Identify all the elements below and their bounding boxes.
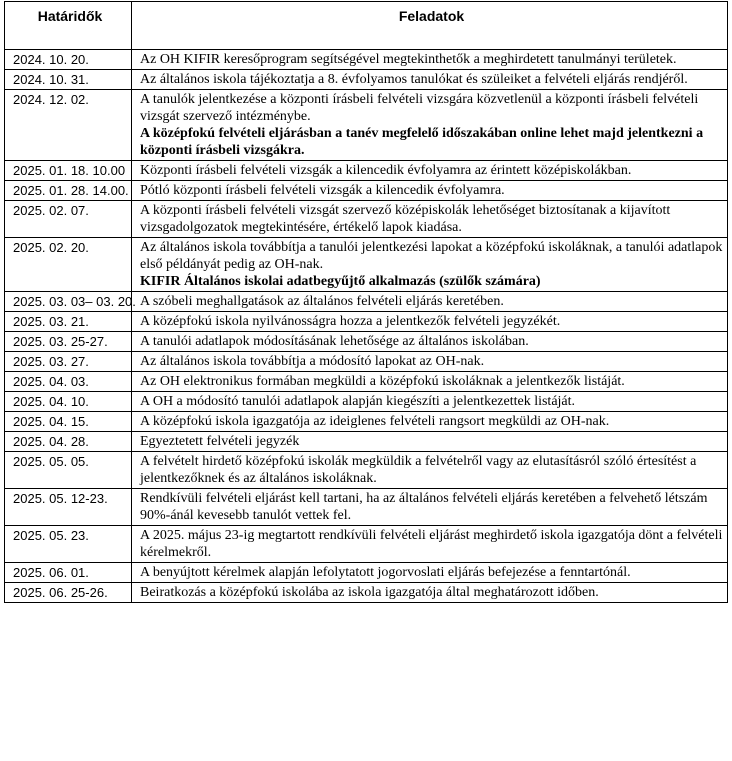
table-row [5,70,728,90]
table-header-row [5,2,728,50]
table-row [5,161,728,181]
task-text: A OH a módosító tanulói adatlapok alapján kiegészíti a jelentkezettek listáját. [140,394,576,409]
deadline-cell: 2025. 04. 28. [5,432,132,452]
task-text: A szóbeli meghallgatások az általános felvételi eljárás keretében. [140,294,504,309]
header-tasks: Feladatok [132,2,728,50]
task-cell [132,583,728,603]
table-row [5,412,728,432]
deadline-cell: 2025. 03. 25-27. [5,332,132,352]
table-row [5,90,728,161]
deadline-cell: 2025. 06. 01. [5,563,132,583]
task-cell [132,312,728,332]
task-text: A benyújtott kérelmek alapján lefolytatott jogorvoslati eljárás befejezése a fenntartónál. [140,565,631,580]
table-row [5,392,728,412]
task-text: Pótló központi írásbeli felvételi vizsgák a kilencedik évfolyamra. [140,183,505,198]
deadline-cell: 2025. 01. 28. 14.00. [5,181,132,201]
deadline-cell: 2025. 03. 27. [5,352,132,372]
deadline-cell: 2025. 05. 05. [5,452,132,489]
task-cell [132,412,728,432]
deadlines-table [4,1,728,603]
deadline-cell: 2025. 03. 03– 03. 20. [5,292,132,312]
deadline-cell: 2025. 02. 07. [5,201,132,238]
table-row [5,238,728,292]
task-text: A 2025. május 23-ig megtartott rendkívüli felvételi eljárást meghirdető iskola igazgatója dönt a felvételi kérelmekről. [140,528,723,560]
table-row [5,489,728,526]
task-cell [132,489,728,526]
task-cell [132,181,728,201]
task-cell [132,452,728,489]
task-cell [132,90,728,161]
table-row [5,452,728,489]
deadline-cell: 2025. 05. 23. [5,526,132,563]
table-row [5,50,728,70]
table-row [5,526,728,563]
task-cell [132,70,728,90]
table-row [5,352,728,372]
task-note-bold: KIFIR Általános iskolai adatbegyűjtő alkalmazás (szülők számára) [140,274,541,289]
task-text: Egyeztetett felvételi jegyzék [140,434,300,449]
deadline-cell: 2025. 06. 25-26. [5,583,132,603]
deadline-cell: 2025. 04. 15. [5,412,132,432]
task-cell [132,50,728,70]
task-text: Az általános iskola továbbítja a tanulói jelentkezési lapokat a középfokú iskoláknak, a tanulói adatlapok első példányát pedig az OH-nak. [140,240,723,272]
table-row [5,201,728,238]
task-cell [132,563,728,583]
task-text: A középfokú iskola igazgatója az ideiglenes felvételi rangsort megküldi az OH-nak. [140,414,610,429]
deadline-cell: 2024. 10. 31. [5,70,132,90]
table-row [5,332,728,352]
task-cell [132,526,728,563]
deadline-cell: 2024. 12. 02. [5,90,132,161]
task-text: Az OH KIFIR keresőprogram segítségével megtekinthetők a meghirdetett tanulmányi területek. [140,52,677,67]
task-text: A felvételt hirdető középfokú iskolák megküldik a felvételről vagy az elutasításról szóló értesítést a jelentkezőknek és az általános iskoláknak. [140,454,697,486]
deadline-cell: 2025. 02. 20. [5,238,132,292]
deadline-cell: 2025. 05. 12-23. [5,489,132,526]
deadline-cell: 2025. 01. 18. 10.00 [5,161,132,181]
deadline-cell: 2025. 04. 10. [5,392,132,412]
table-row [5,372,728,392]
task-text: Az általános iskola tájékoztatja a 8. évfolyamos tanulókat és szüleiket a felvételi eljárás rendjéről. [140,72,688,87]
task-text: A tanulói adatlapok módosításának lehetősége az általános iskolában. [140,334,529,349]
task-cell [132,352,728,372]
table-row [5,432,728,452]
table-row [5,181,728,201]
task-cell [132,372,728,392]
task-cell [132,432,728,452]
task-text: Beiratkozás a középfokú iskolába az iskola igazgatója által meghatározott időben. [140,585,599,600]
task-text: A központi írásbeli felvételi vizsgát szervező középiskolák lehetőséget biztosítanak a kijavított vizsgadolgozatok megtekintésére, értékelő lapok kiadása. [140,203,671,235]
task-cell [132,201,728,238]
task-cell [132,238,728,292]
table-row [5,563,728,583]
task-note-bold: A középfokú felvételi eljárásban a tanév megfelelő időszakában online lehet majd jelentkezni a központi írásbeli vizsgákra. [140,126,704,158]
task-text: Rendkívüli felvételi eljárást kell tartani, ha az általános felvételi eljárás keretében a felvehető létszám 90%-ánál kevesebb tanulót vettek fel. [140,491,708,523]
table-row [5,583,728,603]
table-row [5,312,728,332]
task-text: Az OH elektronikus formában megküldi a középfokú iskoláknak a jelentkezők listáját. [140,374,625,389]
table-body [5,50,728,603]
deadline-cell: 2025. 04. 03. [5,372,132,392]
task-cell [132,392,728,412]
deadline-cell: 2025. 03. 21. [5,312,132,332]
task-text: Központi írásbeli felvételi vizsgák a kilencedik évfolyamra az érintett középiskolákban. [140,163,632,178]
task-cell [132,161,728,181]
deadline-cell: 2024. 10. 20. [5,50,132,70]
task-cell [132,332,728,352]
task-cell [132,292,728,312]
task-text: A középfokú iskola nyilvánosságra hozza a jelentkezők felvételi jegyzékét. [140,314,561,329]
task-text: A tanulók jelentkezése a központi írásbeli felvételi vizsgára közvetlenül a központi írásbeli felvételi vizsgát szervező intézménybe. [140,92,699,124]
header-deadlines: Határidők [5,2,132,50]
table-row [5,292,728,312]
task-text: Az általános iskola továbbítja a módosító lapokat az OH-nak. [140,354,485,369]
